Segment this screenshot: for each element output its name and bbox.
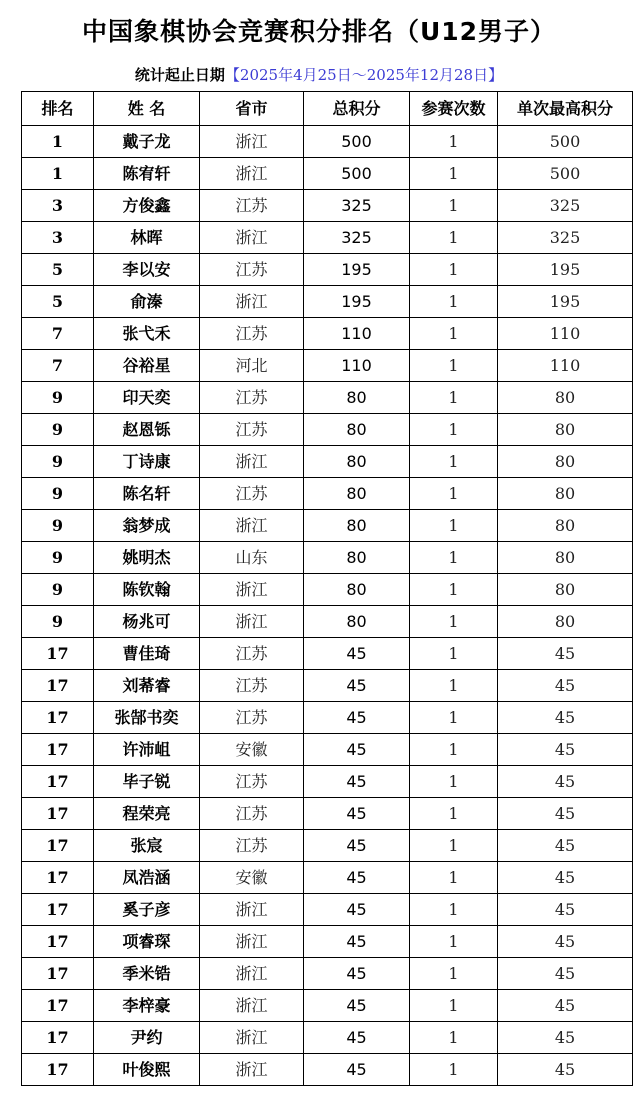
province-cell: 江苏 [200, 254, 304, 286]
page-title: 中国象棋协会竞赛积分排名（U12男子） [81, 17, 557, 46]
total-cell: 80 [304, 542, 410, 574]
total-cell: 45 [304, 734, 410, 766]
count-cell: 1 [410, 958, 498, 990]
name-cell: 尹约 [94, 1022, 200, 1054]
total-cell: 45 [304, 926, 410, 958]
province-cell: 江苏 [200, 414, 304, 446]
count-cell: 1 [410, 670, 498, 702]
province-cell: 浙江 [200, 606, 304, 638]
total-cell: 45 [304, 862, 410, 894]
province-cell: 浙江 [200, 574, 304, 606]
max-cell: 110 [498, 350, 633, 382]
province-cell: 浙江 [200, 1022, 304, 1054]
table-row [22, 990, 633, 1022]
name-cell: 谷裕星 [94, 350, 200, 382]
rank-cell: 5 [22, 254, 94, 286]
max-cell: 45 [498, 1054, 633, 1086]
name-cell: 张弋禾 [94, 318, 200, 350]
province-cell: 浙江 [200, 1054, 304, 1086]
name-cell: 杨兆可 [94, 606, 200, 638]
rank-cell: 7 [22, 318, 94, 350]
name-cell: 许沛岨 [94, 734, 200, 766]
name-cell: 李梓豪 [94, 990, 200, 1022]
date-range [0, 64, 638, 86]
total-cell: 45 [304, 798, 410, 830]
total-cell: 45 [304, 766, 410, 798]
max-cell: 45 [498, 670, 633, 702]
max-cell: 45 [498, 830, 633, 862]
total-cell: 80 [304, 510, 410, 542]
name-cell: 程荣亮 [94, 798, 200, 830]
table-row [22, 798, 633, 830]
table-row [22, 126, 633, 158]
name-cell: 陈宥轩 [94, 158, 200, 190]
table-row [22, 670, 633, 702]
count-cell: 1 [410, 126, 498, 158]
total-cell: 45 [304, 958, 410, 990]
name-cell: 陈钦翰 [94, 574, 200, 606]
table-row [22, 190, 633, 222]
name-cell: 项睿琛 [94, 926, 200, 958]
rank-cell: 17 [22, 638, 94, 670]
rank-cell: 1 [22, 126, 94, 158]
header-name: 姓 名 [94, 92, 200, 126]
rank-cell: 5 [22, 286, 94, 318]
rank-cell: 17 [22, 734, 94, 766]
province-cell: 江苏 [200, 798, 304, 830]
total-cell: 45 [304, 638, 410, 670]
rank-cell: 9 [22, 510, 94, 542]
count-cell: 1 [410, 638, 498, 670]
count-cell: 1 [410, 318, 498, 350]
province-cell: 江苏 [200, 318, 304, 350]
count-cell: 1 [410, 382, 498, 414]
total-cell: 80 [304, 574, 410, 606]
max-cell: 80 [498, 542, 633, 574]
total-cell: 45 [304, 1022, 410, 1054]
max-cell: 500 [498, 158, 633, 190]
table-row [22, 350, 633, 382]
rank-cell: 17 [22, 926, 94, 958]
table-row [22, 638, 633, 670]
header-province: 省市 [200, 92, 304, 126]
rank-cell: 17 [22, 990, 94, 1022]
name-cell: 陈名轩 [94, 478, 200, 510]
rank-cell: 17 [22, 766, 94, 798]
table-row [22, 894, 633, 926]
province-cell: 江苏 [200, 638, 304, 670]
table-row [22, 510, 633, 542]
count-cell: 1 [410, 478, 498, 510]
max-cell: 45 [498, 702, 633, 734]
rank-cell: 7 [22, 350, 94, 382]
rank-cell: 17 [22, 862, 94, 894]
province-cell: 山东 [200, 542, 304, 574]
name-cell: 林晖 [94, 222, 200, 254]
count-cell: 1 [410, 222, 498, 254]
table-row [22, 542, 633, 574]
max-cell: 80 [498, 478, 633, 510]
total-cell: 80 [304, 606, 410, 638]
count-cell: 1 [410, 190, 498, 222]
rank-cell: 17 [22, 1054, 94, 1086]
table-row [22, 1022, 633, 1054]
name-cell: 印天奕 [94, 382, 200, 414]
header-max-points: 单次最高积分 [498, 92, 633, 126]
rank-cell: 9 [22, 478, 94, 510]
name-cell: 翁梦成 [94, 510, 200, 542]
name-cell: 奚子彦 [94, 894, 200, 926]
max-cell: 45 [498, 958, 633, 990]
province-cell: 江苏 [200, 830, 304, 862]
name-cell: 李以安 [94, 254, 200, 286]
table-row [22, 734, 633, 766]
max-cell: 45 [498, 1022, 633, 1054]
total-cell: 80 [304, 414, 410, 446]
total-cell: 80 [304, 446, 410, 478]
header-total-points: 总积分 [304, 92, 410, 126]
max-cell: 80 [498, 510, 633, 542]
table-row [22, 862, 633, 894]
province-cell: 浙江 [200, 926, 304, 958]
table-row [22, 1054, 633, 1086]
count-cell: 1 [410, 254, 498, 286]
table-row [22, 222, 633, 254]
name-cell: 曹佳琦 [94, 638, 200, 670]
max-cell: 325 [498, 190, 633, 222]
total-cell: 325 [304, 222, 410, 254]
province-cell: 浙江 [200, 446, 304, 478]
max-cell: 325 [498, 222, 633, 254]
header-entries: 参赛次数 [410, 92, 498, 126]
rank-cell: 3 [22, 190, 94, 222]
count-cell: 1 [410, 1054, 498, 1086]
province-cell: 江苏 [200, 190, 304, 222]
count-cell: 1 [410, 350, 498, 382]
table-row [22, 478, 633, 510]
max-cell: 45 [498, 734, 633, 766]
total-cell: 325 [304, 190, 410, 222]
province-cell: 浙江 [200, 126, 304, 158]
name-cell: 毕子锐 [94, 766, 200, 798]
count-cell: 1 [410, 798, 498, 830]
rank-cell: 17 [22, 670, 94, 702]
max-cell: 45 [498, 638, 633, 670]
table-row [22, 158, 633, 190]
rank-cell: 17 [22, 798, 94, 830]
count-cell: 1 [410, 734, 498, 766]
total-cell: 80 [304, 382, 410, 414]
count-cell: 1 [410, 1022, 498, 1054]
province-cell: 安徽 [200, 734, 304, 766]
rank-cell: 1 [22, 158, 94, 190]
name-cell: 戴子龙 [94, 126, 200, 158]
max-cell: 45 [498, 766, 633, 798]
rank-cell: 3 [22, 222, 94, 254]
count-cell: 1 [410, 446, 498, 478]
rank-cell: 9 [22, 606, 94, 638]
date-range-label: 统计起止日期 [134, 66, 225, 84]
province-cell: 浙江 [200, 894, 304, 926]
table-row [22, 318, 633, 350]
table-row [22, 286, 633, 318]
province-cell: 江苏 [200, 702, 304, 734]
count-cell: 1 [410, 990, 498, 1022]
max-cell: 500 [498, 126, 633, 158]
table-row [22, 958, 633, 990]
rank-cell: 17 [22, 894, 94, 926]
table-row [22, 606, 633, 638]
date-range-value: 【2025年4月25日～2025年12月28日】 [224, 66, 504, 84]
total-cell: 45 [304, 990, 410, 1022]
table-row [22, 926, 633, 958]
rank-cell: 17 [22, 958, 94, 990]
total-cell: 80 [304, 478, 410, 510]
total-cell: 110 [304, 350, 410, 382]
name-cell: 赵恩铄 [94, 414, 200, 446]
rank-cell: 9 [22, 446, 94, 478]
table-row [22, 574, 633, 606]
count-cell: 1 [410, 286, 498, 318]
name-cell: 方俊鑫 [94, 190, 200, 222]
rank-cell: 17 [22, 830, 94, 862]
province-cell: 安徽 [200, 862, 304, 894]
max-cell: 80 [498, 414, 633, 446]
name-cell: 俞溱 [94, 286, 200, 318]
count-cell: 1 [410, 926, 498, 958]
max-cell: 80 [498, 574, 633, 606]
name-cell: 丁诗康 [94, 446, 200, 478]
max-cell: 80 [498, 382, 633, 414]
total-cell: 45 [304, 670, 410, 702]
province-cell: 浙江 [200, 510, 304, 542]
total-cell: 195 [304, 286, 410, 318]
name-cell: 季米锆 [94, 958, 200, 990]
total-cell: 110 [304, 318, 410, 350]
total-cell: 45 [304, 702, 410, 734]
max-cell: 80 [498, 606, 633, 638]
province-cell: 浙江 [200, 958, 304, 990]
table-header-row [22, 92, 633, 126]
table-row [22, 254, 633, 286]
table-row [22, 830, 633, 862]
total-cell: 45 [304, 894, 410, 926]
max-cell: 45 [498, 798, 633, 830]
rank-cell: 9 [22, 574, 94, 606]
max-cell: 45 [498, 862, 633, 894]
total-cell: 195 [304, 254, 410, 286]
total-cell: 45 [304, 1054, 410, 1086]
province-cell: 江苏 [200, 766, 304, 798]
max-cell: 195 [498, 254, 633, 286]
rank-cell: 9 [22, 414, 94, 446]
count-cell: 1 [410, 158, 498, 190]
max-cell: 45 [498, 926, 633, 958]
header-rank: 排名 [22, 92, 94, 126]
province-cell: 江苏 [200, 478, 304, 510]
max-cell: 195 [498, 286, 633, 318]
max-cell: 45 [498, 894, 633, 926]
count-cell: 1 [410, 766, 498, 798]
rank-cell: 9 [22, 542, 94, 574]
max-cell: 110 [498, 318, 633, 350]
name-cell: 张宸 [94, 830, 200, 862]
table-row [22, 766, 633, 798]
count-cell: 1 [410, 542, 498, 574]
total-cell: 45 [304, 830, 410, 862]
count-cell: 1 [410, 862, 498, 894]
max-cell: 80 [498, 446, 633, 478]
name-cell: 刘莃睿 [94, 670, 200, 702]
name-cell: 叶俊熙 [94, 1054, 200, 1086]
max-cell: 45 [498, 990, 633, 1022]
total-cell: 500 [304, 126, 410, 158]
count-cell: 1 [410, 510, 498, 542]
province-cell: 河北 [200, 350, 304, 382]
total-cell: 500 [304, 158, 410, 190]
table-row [22, 702, 633, 734]
province-cell: 江苏 [200, 670, 304, 702]
rank-cell: 17 [22, 702, 94, 734]
name-cell: 张郜书奕 [94, 702, 200, 734]
name-cell: 凤浩涵 [94, 862, 200, 894]
rank-cell: 17 [22, 1022, 94, 1054]
rank-cell: 9 [22, 382, 94, 414]
table-row [22, 446, 633, 478]
province-cell: 浙江 [200, 158, 304, 190]
table-row [22, 414, 633, 446]
count-cell: 1 [410, 414, 498, 446]
name-cell: 姚明杰 [94, 542, 200, 574]
province-cell: 浙江 [200, 222, 304, 254]
count-cell: 1 [410, 702, 498, 734]
province-cell: 浙江 [200, 286, 304, 318]
count-cell: 1 [410, 574, 498, 606]
table-row [22, 382, 633, 414]
count-cell: 1 [410, 606, 498, 638]
province-cell: 江苏 [200, 382, 304, 414]
count-cell: 1 [410, 894, 498, 926]
count-cell: 1 [410, 830, 498, 862]
table-body [22, 126, 633, 1086]
ranking-table [21, 91, 633, 1086]
province-cell: 浙江 [200, 990, 304, 1022]
